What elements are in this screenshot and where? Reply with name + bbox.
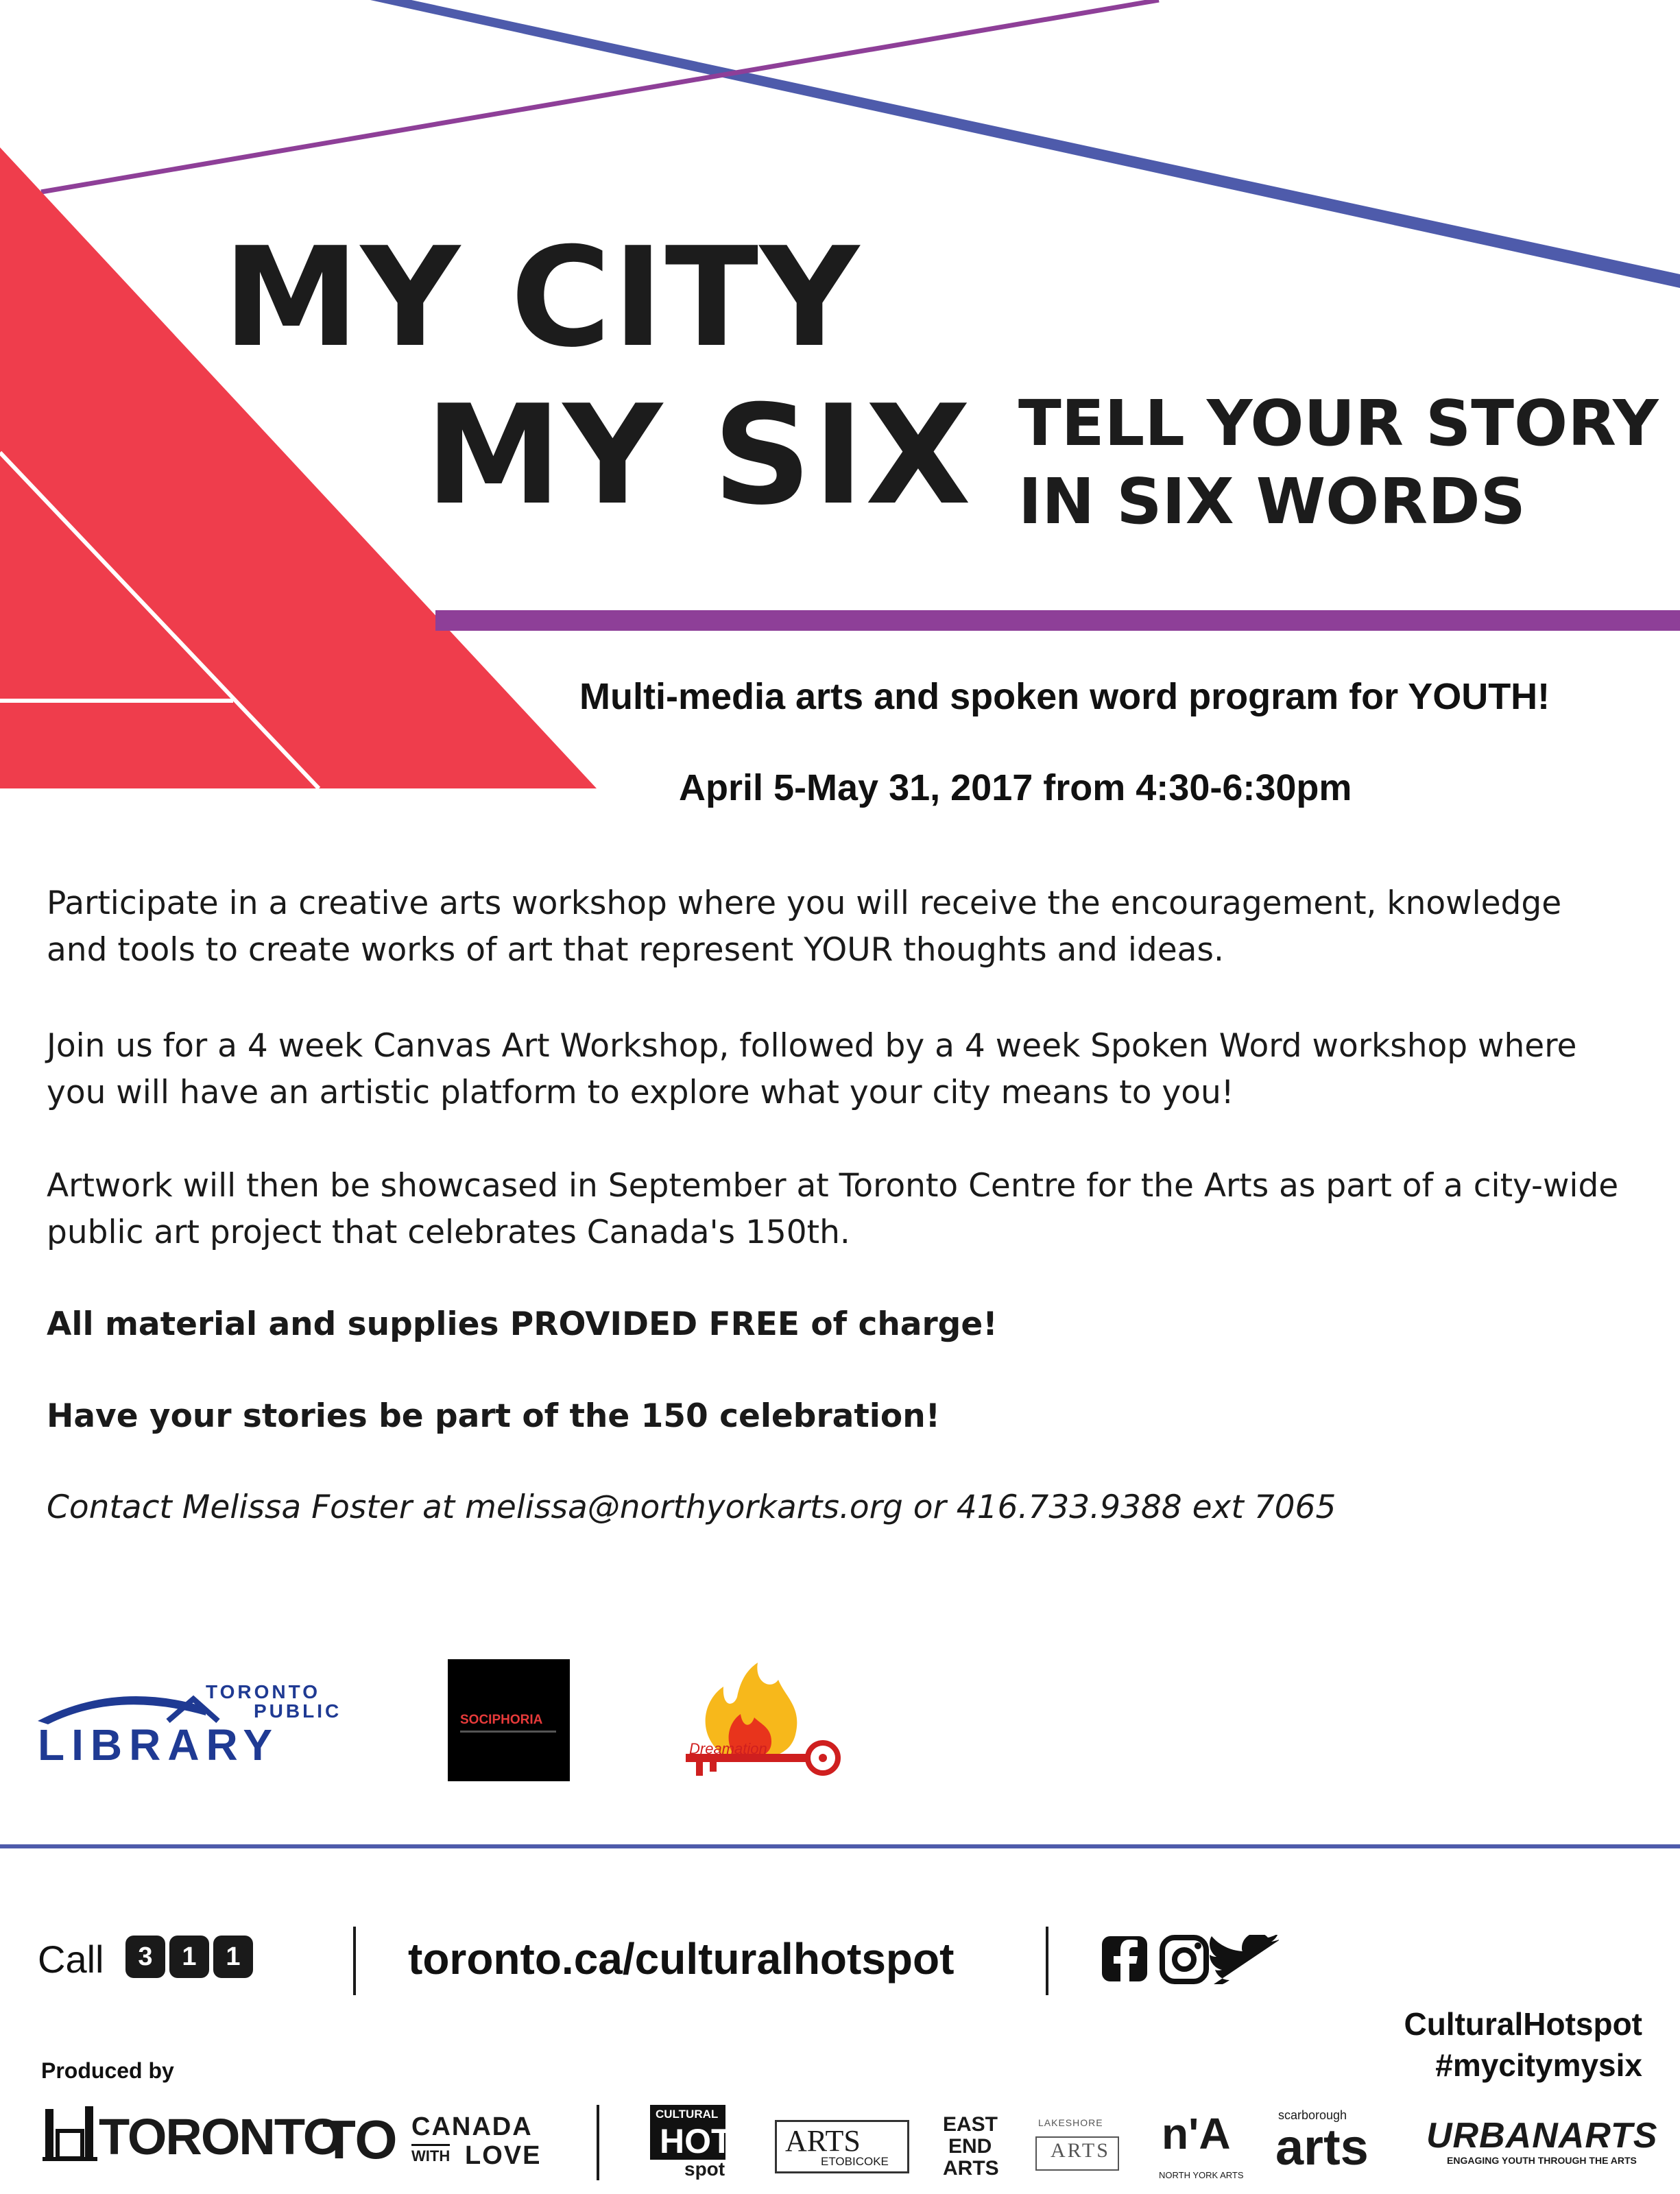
nya-mark: n'A bbox=[1162, 2109, 1231, 2158]
arts-etobicoke-sub: ETOBICOKE bbox=[821, 2155, 889, 2168]
east-end-arts-logo bbox=[943, 2113, 998, 2182]
tagline-line-2: IN SIX WORDS bbox=[1018, 465, 1526, 538]
website-url[interactable]: toronto.ca/culturalhotspot bbox=[408, 1934, 955, 1984]
title-line-2: MY SIX bbox=[425, 376, 973, 535]
instagram-icon[interactable] bbox=[1162, 1938, 1206, 1981]
east-text: EAST bbox=[943, 2113, 998, 2136]
call-digit-key: 1 bbox=[169, 1936, 209, 1978]
urbanarts-text: URBANARTS bbox=[1426, 2116, 1658, 2156]
tagline-line-1: TELL YOUR STORY bbox=[1018, 387, 1659, 460]
toronto-public-library-logo bbox=[34, 1680, 343, 1770]
program-dates: April 5-May 31, 2017 from 4:30-6:30pm bbox=[679, 767, 1352, 808]
urban-arts-logo bbox=[1426, 2115, 1658, 2170]
call-311-keys bbox=[125, 1936, 257, 1978]
lakeshore-arts-logo bbox=[1035, 2117, 1118, 2172]
paragraph-workshop: Join us for a 4 week Canvas Art Workshop, followed by a 4 week Spoken Word workshop where you will have an artistic platform to explore what your city means to you! bbox=[47, 1027, 1577, 1111]
call-digit-key: 3 bbox=[125, 1936, 165, 1978]
paragraph-celebration: Have your stories be part of the 150 celebration! bbox=[47, 1397, 941, 1435]
call-digit-key: 1 bbox=[213, 1936, 253, 1978]
canada-text: CANADA bbox=[411, 2112, 533, 2141]
toronto-wordmark: TORONTO bbox=[99, 2108, 341, 2165]
paragraph-intro: Participate in a creative arts workshop where you will receive the encouragement, knowledge and tools to create works of art that represent YOUR thoughts and ideas. bbox=[47, 884, 1562, 969]
tpl-library-text: LIBRARY bbox=[38, 1720, 280, 1770]
arts-text: ARTS bbox=[943, 2157, 999, 2180]
dreamation-text: Dreamation bbox=[689, 1740, 767, 1757]
sponsor-separator bbox=[597, 2105, 599, 2180]
arts-etobicoke-logo bbox=[775, 2120, 909, 2173]
hotspot-hot-text: HOT bbox=[660, 2122, 732, 2160]
cultural-hotspot-logo bbox=[650, 2105, 732, 2180]
lakeshore-arts-text: ARTS bbox=[1051, 2139, 1110, 2162]
scarborough-arts-logo bbox=[1275, 2108, 1392, 2177]
city-hall-icon bbox=[43, 2103, 97, 2161]
twitter-icon[interactable] bbox=[1210, 1935, 1279, 1984]
footer-separator bbox=[1046, 1927, 1048, 1995]
tpl-public-text: PUBLIC bbox=[254, 1700, 342, 1722]
purple-horizontal-bar bbox=[435, 610, 1680, 631]
facebook-icon[interactable] bbox=[1102, 1936, 1147, 1981]
sociphoria-text: SOCIPHORIA bbox=[460, 1713, 543, 1727]
flame-key-icon bbox=[682, 1659, 847, 1786]
love-text: LOVE bbox=[465, 2141, 542, 2170]
title-line-1: MY CITY bbox=[223, 218, 861, 378]
with-text: WITH bbox=[411, 2144, 450, 2165]
city-of-toronto-logo bbox=[43, 2103, 341, 2165]
lakeshore-text: LAKESHORE bbox=[1038, 2117, 1103, 2128]
hotspot-spot-text: spot bbox=[684, 2158, 725, 2180]
urbanarts-sub-text: ENGAGING YOUTH THROUGH THE ARTS bbox=[1447, 2155, 1637, 2166]
program-subtitle: Multi-media arts and spoken word program for YOUTH! bbox=[579, 676, 1550, 717]
social-icons bbox=[1101, 1935, 1279, 1987]
nya-sub-text: NORTH YORK ARTS bbox=[1159, 2170, 1244, 2180]
hotspot-cultural-text: CULTURAL bbox=[656, 2108, 719, 2121]
hashtag-mycitymysix: #mycitymysix bbox=[1435, 2047, 1642, 2083]
paragraph-showcase: Artwork will then be showcased in September at Toronto Centre for the Arts as part of a city-wide public art project that celebrates Canada's 150th. bbox=[47, 1167, 1619, 1251]
scarborough-text: scarborough bbox=[1278, 2108, 1347, 2122]
north-york-arts-logo bbox=[1159, 2108, 1244, 2184]
produced-by-label: Produced by bbox=[41, 2058, 174, 2083]
paragraph-free-supplies: All material and supplies PROVIDED FREE of charge! bbox=[47, 1305, 998, 1343]
footer-divider bbox=[0, 1844, 1680, 1848]
scarborough-arts-text: arts bbox=[1275, 2119, 1369, 2175]
footer-separator bbox=[353, 1927, 356, 1995]
arts-etobicoke-main: ARTS bbox=[785, 2124, 861, 2158]
contact-info: Contact Melissa Foster at melissa@northyorkarts.org or 416.733.9388 ext 7065 bbox=[47, 1488, 1336, 1526]
call-label: Call bbox=[38, 1938, 104, 1981]
end-text: END bbox=[948, 2135, 992, 2158]
hashtag-culturalhotspot: CulturalHotspot bbox=[1404, 2006, 1642, 2042]
sociphoria-logo bbox=[448, 1659, 570, 1781]
to-canada-with-love-logo bbox=[322, 2108, 555, 2170]
tpl-toronto-text: TORONTO bbox=[206, 1681, 320, 1702]
dreamation-logo bbox=[682, 1659, 847, 1786]
to-wordmark: TO bbox=[322, 2109, 398, 2170]
purple-diagonal-line bbox=[41, 0, 1159, 192]
